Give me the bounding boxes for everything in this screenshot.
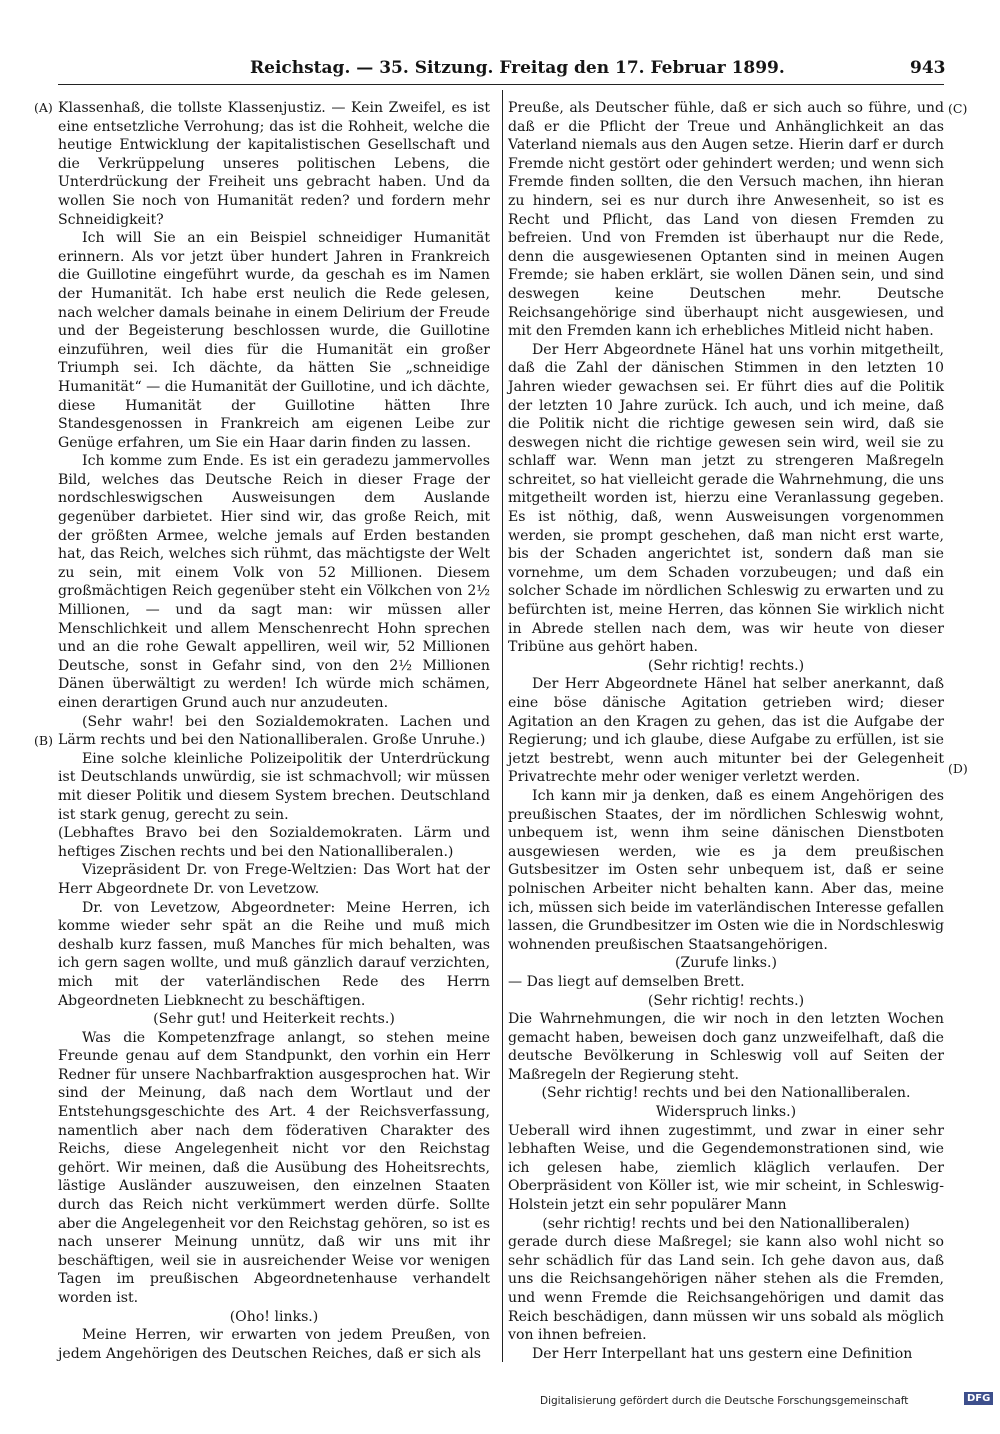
funding-note: Digitalisierung gefördert durch die Deutsche Forschungsgemeinschaft <box>540 1395 909 1407</box>
interjection: (Sehr wahr! bei den Sozialdemokraten. Lachen und Lärm rechts und bei den Nationalliberalen. Große Unruhe.) <box>58 713 490 749</box>
margin-mark-d: (D) <box>948 761 968 776</box>
paragraph: Preuße, als Deutscher fühle, daß er sich auch so führe, und daß er die Pflicht der Treue und Anhänglichkeit an das Vaterland niemals aus den Augen setze. Hierin darf er durch Fremde nicht gestört oder gehindert werden; und wenn sich Fremde finden sollten, die den Versuch machen, ihn hieran zu hindern, sei es nur durch ihre Anwesenheit, so ist es Recht und Pflicht, das Land von diesen Fremden zu befreien. Und von Fremden ist überhaupt nur die Rede, denn die ausgewiesenen Optanten sind in meinen Augen Fremde; sie haben erklärt, sie wollen Dänen sein, und sind deswegen keine Deutschen mehr. Deutsche Reichsangehörige sind überhaupt nicht ausgewiesen, und mit den Fremden kann ich erhebliches Mitleid nicht haben. <box>508 100 944 340</box>
paragraph: Die Wahrnehmungen, die wir noch in den letzten Wochen gemacht haben, beweisen doch ganz unzweifelhaft, daß die deutsche Bevölkerung in Schleswig voll auf Seiten der Maßregeln der Regierung steht. <box>508 1011 944 1083</box>
interjection: (Sehr richtig! rechts und bei den Nationalliberalen. Widerspruch links.) <box>541 1085 911 1121</box>
dfg-logo: DFG <box>964 1392 993 1405</box>
paragraph: Meine Herren, wir erwarten von jedem Preußen, von jedem Angehörigen des Deutschen Reiches, daß er sich als <box>58 1327 490 1362</box>
paragraph: Ich will Sie an ein Beispiel schneidiger Humanität erinnern. Als vor jetzt über hundert Jahren in Frankreich die Guillotine eingeführt wurde, da geschah es im Namen der Humanität. Ich habe erst neulich die Rede gelesen, nach welcher damals beinahe in einem Delirium der Freude und der Begeisterung beschlossen wurde, die Guillotine einzuführen, weil dies für die Humanität ein großer Triumph sei. Ich dächte, da hätten Sie „schneidige Humanität“ — die Humanität der Guillotine, und ich dächte, diese Humanität der Guillotine hätten Ihre Standesgenossen in Frankreich am eigenen Leibe zur Genüge erfahren, um Sie ein Haar darin finden zu lassen. <box>58 230 490 451</box>
paragraph: Ueberall wird ihnen zugestimmt, und zwar in einer sehr lebhaften Weise, und die Gegendemonstrationen sind, wie ich gelesen habe, ziemlich kläglich verlaufen. Der Oberpräsident von Köller ist, wie mir scheint, in Schleswig-Holstein jetzt ein sehr populärer Mann <box>508 1122 944 1214</box>
interjection: (Lebhaftes Bravo bei den Sozialdemokraten. Lärm und heftiges Zischen rechts und bei den Nationalliberalen.) <box>58 825 490 860</box>
paragraph: Ich kann mir ja denken, daß es einem Angehörigen des preußischen Staates, der im nördlichen Schleswig wohnt, unbequem ist, wenn ihm seine dänischen Dienstboten ausgewiesen werden, wie es ja dem preußischen Gutsbesitzer im Osten sehr unbequem ist, daß er seine polnischen Arbeiter nicht behalten kann. Aber das, meine ich, müssen sich beide im vaterländischen Interesse gefallen lassen, die Grundbesitzer im Osten wie die in Nordschleswig wohnenden preußischen Staatsangehörigen. <box>508 787 944 953</box>
paragraph: Klassenhaß, die tollste Klassenjustiz. — Kein Zweifel, es ist eine entsetzliche Verrohung; das ist die Rohheit, welche die heutige Entwicklung der kapitalistischen Gesellschaft und die Verkrüppelung unseres politischen Lebens, die Unterdrückung der Freiheit uns gebracht haben. Und da wollen Sie noch von Humanität reden? und fordern mehr Schneidigkeit? <box>58 100 490 228</box>
paragraph: Der Herr Abgeordnete Hänel hat uns vorhin mitgetheilt, daß die Zahl der dänischen Stimmen in den letzten 10 Jahren wieder gewachsen sei. Er führt dies auf die Politik der letzten 10 Jahre zurück. Ich auch, und ich meine, daß die Politik nicht die richtige gewesen sein wird, daß sie deswegen nicht die richtige gewesen sein wird, weil sie zu schlaff war. Wenn man jetzt zu strengeren Maßregeln schreitet, so hat vielleicht gerade die Wahrnehmung, die uns mitgetheilt worden ist, hierzu eine Veranlassung gegeben. Es ist nöthig, daß, wenn Ausweisungen vorgenommen werden, sie prompt geschehen, daß man nicht erst warte, bis der Schaden angerichtet ist, sondern daß man sie vornehme, um dem Schaden vorzubeugen; und daß ein solcher Schade im nördlichen Schleswig zu erwarten und zu befürchten ist, meine Herren, das können Sie wirklich nicht in Abrede stellen nach dem, was wir heute von dieser Tribüne aus gehört haben. <box>508 341 944 656</box>
interjection: (Sehr gut! und Heiterkeit rechts.) <box>153 1011 395 1028</box>
paragraph: gerade durch diese Maßregel; sie kann also wohl nicht so sehr schädlich für das Land sein. Ich gehe davon aus, daß uns die Reichsangehörigen näher stehen als die Fremden, und wenn Fremde die Reichsangehörigen und damit das Reich beschädigen, dann müssen wir uns sobald als möglich von ihnen befreien. <box>508 1234 944 1344</box>
interjection: (Zurufe links.) <box>674 955 778 972</box>
margin-mark-a: (A) <box>34 100 53 115</box>
interjection: (sehr richtig! rechts und bei den Nationalliberalen) <box>542 1215 910 1232</box>
speaker-turn: Vizepräsident Dr. von Frege-Weltzien: Das Wort hat der Herr Abgeordnete Dr. von Levetzow. <box>58 862 490 897</box>
right-column <box>508 99 944 1363</box>
paragraph: Eine solche kleinliche Polizeipolitik der Unterdrückung ist Deutschlands unwürdig, sie ist schmachvoll; wir müssen mit dieser Politik und diesem System brechen. Deutschland ist stark genug, gerecht zu sein. <box>58 750 490 823</box>
paragraph: Was die Kompetenzfrage anlangt, so stehen meine Freunde genau auf dem Standpunkt, den vorhin ein Herr Redner für unsere Nachbarfraktion ausgesprochen hat. Wir sind der Meinung, daß nach dem Wortlaut und der Entstehungsgeschichte des Art. 4 der Reichsverfassung, namentlich aber nach dem föderativen Charakter des Reichs, diese Angelegenheit nicht vor den Reichstag gehört. Wir meinen, daß die Ausübung des Hoheitsrechts, lästige Ausländer auszuweisen, den einzelnen Staaten durch das Reich nicht verkümmert werden dürfe. Sollte aber die Angelegenheit vor den Reichstag gehören, so ist es nach unserer Meinung unnütz, daß wir uns mit ihr beschäftigen, weil sie in ausreichender Weise vor wenigen Tagen im preußischen Abgeordnetenhause verhandelt worden ist. <box>58 1029 490 1306</box>
paragraph: Der Herr Interpellant hat uns gestern eine Definition <box>532 1345 913 1362</box>
paragraph: Der Herr Abgeordnete Hänel hat selber anerkannt, daß eine böse dänische Agitation getrieben wird; dieser Agitation an den Kragen zu gehen, das ist die Aufgabe der Regierung; und ich glaube, diese Aufgabe zu erfüllen, ist sie jetzt bestrebt, wenn auch mitunter bei der Gelegenheit Privatrechte mehr oder weniger verletzt werden. <box>508 676 944 786</box>
running-head: Reichstag. — 35. Sitzung. Freitag den 17. Februar 1899. <box>250 58 785 78</box>
margin-mark-b: (B) <box>34 733 53 748</box>
interjection: (Oho! links.) <box>229 1308 319 1325</box>
interjection: (Sehr richtig! rechts.) <box>647 992 805 1009</box>
left-column <box>58 99 490 1363</box>
speaker-turn: Dr. von Levetzow, Abgeordneter: Meine Herren, ich komme wieder sehr spät an die Reihe und muß mich deshalb kurz fassen, muß Manches für mich behalten, was ich gern sagen wollte, und muß gänzlich darauf verzichten, mich mit der vaterländischen Rede des Herrn Abgeordneten Liebknecht zu beschäftigen. <box>58 899 490 1009</box>
column-divider <box>502 90 503 1362</box>
paragraph: — Das liegt auf demselben Brett. <box>508 973 745 990</box>
page-number: 943 <box>910 58 946 78</box>
paragraph: Ich komme zum Ende. Es ist ein geradezu jammervolles Bild, welches das Deutsche Reich in dieser Frage der nordschleswigschen Ausweisungen dem Auslande gegenüber darbietet. Hier sind wir, das große Reich, mit der größten Armee, welche jemals auf Erden bestanden hat, das Reich, welches sich rühmt, das mächtigste der Welt zu sein, mit einem Volk von 52 Millionen. Diesem großmächtigen Reich gegenüber steht ein Völkchen von 2½ Millionen, — und da sagt man: wir müssen aller Menschlichkeit und allem Menschenrecht Hohn sprechen und an die rohe Gewalt appelliren, weil wir, 52 Millionen Deutsche, sonst in Gefahr sind, von den 2½ Millionen Dänen überwältigt zu werden! Ich würde mich schämen, einen derartigen Grund auch nur anzudeuten. <box>58 453 490 711</box>
header-rule <box>58 84 944 85</box>
margin-mark-c: (C) <box>948 101 968 116</box>
interjection: (Sehr richtig! rechts.) <box>647 657 805 674</box>
